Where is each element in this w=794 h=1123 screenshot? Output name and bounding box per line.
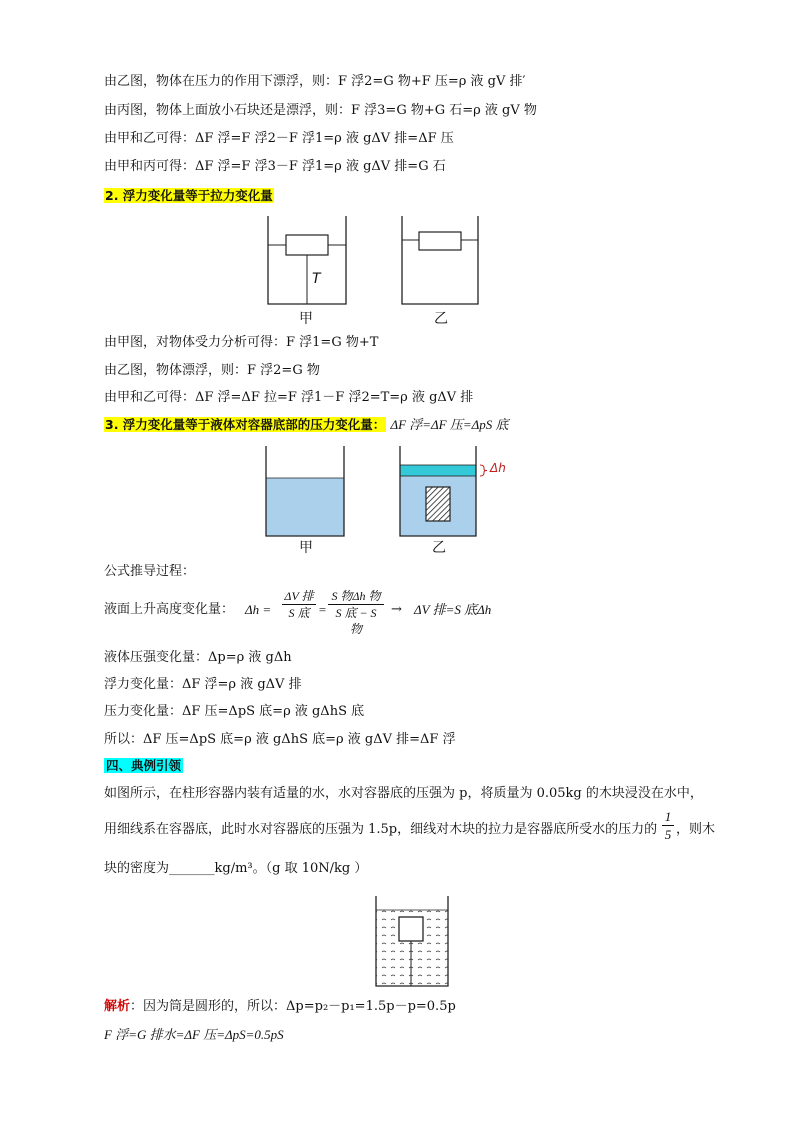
section3-heading-formula: ΔF 浮=ΔF 压=ΔpS 底 — [390, 417, 509, 432]
line-bing-float: 由丙图，物体上面放小石块还是漂浮，则：F 浮3=G 物+G 石=ρ 液 gV 物 — [104, 103, 537, 118]
line-jia-bing: 由甲和丙可得：ΔF 浮=F 浮3－F 浮1=ρ 液 gΔV 排=G 石 — [104, 159, 446, 174]
water-jia — [266, 478, 344, 536]
rise-frac2 — [328, 588, 384, 637]
container-yi — [402, 216, 478, 304]
question-line2 — [104, 820, 657, 840]
question-frac-den: 5 — [664, 827, 672, 842]
object-hatched — [426, 487, 450, 521]
final-line: F 浮=G 排水=ΔF 压=ΔpS=0.5pS — [104, 1027, 284, 1042]
line-yi-float: 由乙图，物体在压力的作用下漂浮，则：F 浮2=G 物+F 压=ρ 液 gV 排′ — [104, 74, 526, 89]
section3-heading — [104, 415, 509, 436]
pressure-diagram — [262, 442, 512, 542]
dh-brace — [480, 465, 487, 476]
question-line2-a: 用细线系在容器底，此时水对容器底的压强为 1.5p，细线对木块的拉力是容器底所受水的压力的 — [104, 822, 658, 837]
section2-heading-text: 2. 浮力变化量等于拉力变化量 — [105, 188, 273, 203]
line-jia-yi: 由甲和乙可得：ΔF 浮=F 浮2－F 浮1=ρ 液 gΔV 排=ΔF 压 — [104, 131, 454, 146]
section2-line2: 由乙图，物体漂浮，则：F 浮2=G 物 — [104, 363, 320, 378]
fig3-label-jia: 甲 — [299, 540, 313, 556]
section2-line1: 由甲图，对物体受力分析可得：F 浮1=G 物+T — [104, 335, 379, 350]
rise-frac1 — [282, 588, 316, 621]
fig2-label-jia: 甲 — [299, 311, 313, 327]
wood-block — [399, 917, 423, 941]
analysis-line — [104, 997, 456, 1017]
rise-prefix: 液面上升高度变化量： — [104, 602, 235, 617]
fig2-label-yi: 乙 — [434, 311, 448, 327]
derivation-title: 公式推导过程： — [104, 564, 196, 579]
rise-result: ΔV 排=S 底Δh — [414, 602, 492, 617]
example-diagram — [372, 892, 454, 992]
section3-heading-text: 3. 浮力变化量等于液体对容器底部的压力变化量： — [105, 417, 386, 432]
question-fraction — [662, 808, 674, 843]
question-line3: 块的密度为_______kg/m³。（g 取 10N/kg ） — [104, 861, 368, 876]
rise-frac2-num: S 物Δh 物 — [328, 588, 384, 605]
section2-line3: 由甲和乙可得：ΔF 浮=ΔF 拉=F 浮1－F 浮2=T=ρ 液 gΔV 排 — [104, 390, 474, 405]
analysis-label: 解析 — [104, 999, 131, 1014]
fig3-label-yi: 乙 — [432, 540, 446, 556]
tension-diagram — [262, 212, 486, 320]
rise-frac2-den: S 底 − S 物 — [335, 606, 377, 636]
rise-frac1-den: S 底 — [288, 606, 310, 620]
block-jia — [286, 235, 328, 255]
pressure-change: 液体压强变化量：Δp=ρ 液 gΔh — [104, 650, 292, 665]
conclusion: 所以：ΔF 压=ΔpS 底=ρ 液 gΔhS 底=ρ 液 gΔV 排=ΔF 浮 — [104, 732, 456, 747]
analysis-text: ：因为筒是圆形的，所以：Δp=p₂－p₁=1.5p－p=0.5p — [130, 999, 456, 1014]
block-yi — [419, 232, 461, 250]
section4-heading-text: 四、典例引领 — [106, 758, 182, 773]
section2-heading — [104, 186, 274, 207]
force-change: 压力变化量：ΔF 压=ΔpS 底=ρ 液 gΔhS 底 — [104, 704, 365, 719]
dh-label: Δh — [490, 461, 506, 475]
tension-label: T — [312, 271, 321, 287]
rise-arrow: → — [391, 602, 402, 617]
section4-heading — [104, 756, 183, 777]
water-rise-band — [400, 465, 476, 476]
buoyancy-change: 浮力变化量：ΔF 浮=ρ 液 gΔV 排 — [104, 677, 302, 692]
question-line1: 如图所示，在柱形容器内装有适量的水，水对容器底的压强为 p，将质量为 0.05kg 的木块浸没在水中， — [104, 786, 703, 801]
rise-frac1-num: ΔV 排 — [282, 588, 316, 605]
question-frac-num: 1 — [662, 808, 674, 826]
rise-eq: = — [318, 602, 327, 617]
rise-lhs: Δh = — [245, 602, 272, 617]
question-line2-b: ，则木 — [676, 822, 716, 837]
